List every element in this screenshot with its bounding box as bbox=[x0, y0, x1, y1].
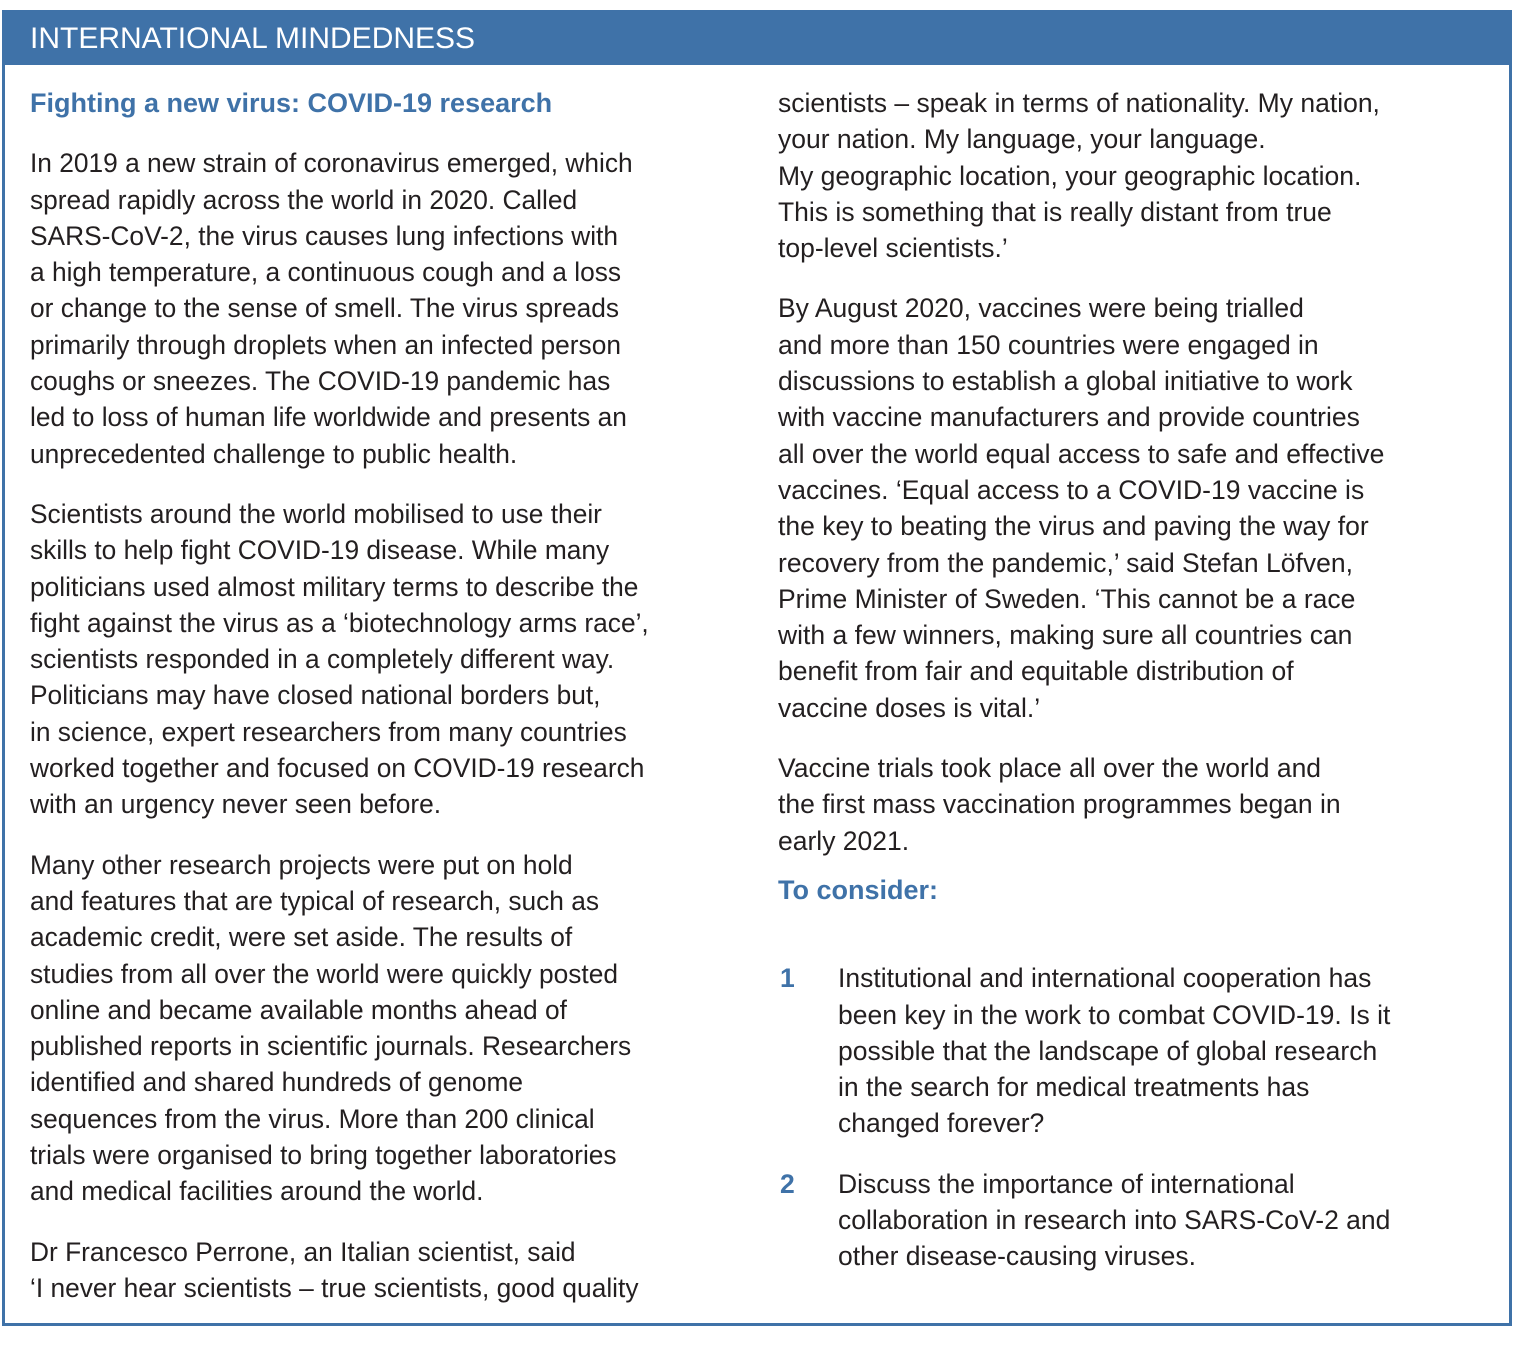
text-line: academic credit, were set aside. The results of bbox=[30, 922, 573, 953]
text-line: SARS-CoV-2, the virus causes lung infections with bbox=[30, 220, 618, 251]
text-line: benefit from fair and equitable distribution of bbox=[778, 656, 1294, 687]
text-line: the key to beating the virus and paving the way for bbox=[778, 511, 1369, 542]
text-line: and more than 150 countries were engaged in bbox=[778, 329, 1319, 360]
article-title: Fighting a new virus: COVID-19 research bbox=[30, 88, 553, 118]
text-line: collaboration in research into SARS-CoV-2 and bbox=[838, 1205, 1391, 1236]
text-line: possible that the landscape of global research bbox=[838, 1035, 1378, 1066]
text-line: Scientists around the world mobilised to use their bbox=[30, 498, 602, 529]
text-line: coughs or sneezes. The COVID-19 pandemic has bbox=[30, 366, 611, 397]
text-line: sequences from the virus. More than 200 clinical bbox=[30, 1103, 595, 1134]
text-line: ‘I never hear scientists – true scientists, good quality bbox=[30, 1272, 639, 1303]
text-line: My geographic location, your geographic location. bbox=[778, 160, 1362, 191]
text-line: your nation. My language, your language. bbox=[778, 124, 1266, 155]
text-line: skills to help fight COVID-19 disease. While many bbox=[30, 535, 610, 566]
right-column bbox=[778, 85, 1488, 1299]
text-line: early 2021. bbox=[778, 825, 910, 856]
text-line: discussions to establish a global initiative to work bbox=[778, 366, 1353, 397]
text-line: in science, expert researchers from many countries bbox=[30, 716, 627, 747]
text-line: In 2019 a new strain of coronavirus emerged, which bbox=[30, 148, 633, 179]
to-consider-heading: To consider: bbox=[778, 874, 939, 905]
item-number: 1 bbox=[780, 963, 795, 994]
text-line: the first mass vaccination programmes began in bbox=[778, 789, 1341, 820]
text-line: a high temperature, a continuous cough and a loss bbox=[30, 257, 622, 288]
text-line: and medical facilities around the world. bbox=[30, 1176, 484, 1207]
text-line: and features that are typical of research, such as bbox=[30, 885, 600, 916]
paragraph bbox=[778, 85, 1488, 266]
text-line: unprecedented challenge to public health. bbox=[30, 438, 518, 469]
text-line: Prime Minister of Sweden. ‘This cannot be a race bbox=[778, 583, 1356, 614]
text-line: online and became available months ahead of bbox=[30, 994, 567, 1025]
text-line: trials were organised to bring together laboratories bbox=[30, 1140, 617, 1171]
text-line: spread rapidly across the world in 2020. Called bbox=[30, 184, 578, 215]
text-line: all over the world equal access to safe and effective bbox=[778, 438, 1385, 469]
text-line: other disease-causing viruses. bbox=[838, 1241, 1196, 1272]
text-line: changed forever? bbox=[838, 1108, 1045, 1139]
text-line: top-level scientists.’ bbox=[778, 233, 1008, 264]
text-line: with an urgency never seen before. bbox=[30, 789, 442, 820]
text-line: Institutional and international cooperation has bbox=[838, 963, 1372, 994]
text-line: in the search for medical treatments has bbox=[838, 1072, 1310, 1103]
text-line: recovery from the pandemic,’ said Stefan Löfven, bbox=[778, 547, 1353, 578]
text-line: scientists responded in a completely different way. bbox=[30, 644, 615, 675]
international-mindedness-box bbox=[2, 10, 1512, 1326]
paragraph bbox=[30, 496, 750, 823]
text-line: Politicians may have closed national borders but, bbox=[30, 680, 601, 711]
text-line: scientists – speak in terms of nationality. My nation, bbox=[778, 88, 1380, 118]
consider-item bbox=[778, 1166, 1488, 1275]
text-line: fight against the virus as a ‘biotechnology arms race’, bbox=[30, 607, 649, 638]
text-line: This is something that is really distant from true bbox=[778, 196, 1332, 227]
text-line: politicians used almost military terms to describe the bbox=[30, 571, 639, 602]
text-line: with a few winners, making sure all countries can bbox=[778, 620, 1353, 651]
text-line: worked together and focused on COVID-19 research bbox=[30, 753, 645, 784]
text-line: identified and shared hundreds of genome bbox=[30, 1067, 524, 1098]
text-line: or change to the sense of smell. The virus spreads bbox=[30, 293, 620, 324]
paragraph bbox=[30, 145, 750, 472]
text-line: Many other research projects were put on hold bbox=[30, 849, 573, 880]
text-line: Vaccine trials took place all over the world and bbox=[778, 753, 1322, 784]
paragraph bbox=[30, 847, 750, 1210]
paragraph bbox=[778, 750, 1488, 859]
text-line: Dr Francesco Perrone, an Italian scientist, said bbox=[30, 1236, 576, 1267]
text-line: vaccines. ‘Equal access to a COVID-19 vaccine is bbox=[778, 474, 1365, 505]
text-line: with vaccine manufacturers and provide countries bbox=[778, 402, 1360, 433]
paragraph bbox=[778, 290, 1488, 726]
text-line: By August 2020, vaccines were being trialled bbox=[778, 293, 1304, 324]
text-line: primarily through droplets when an infected person bbox=[30, 329, 621, 360]
text-line: Discuss the importance of international bbox=[838, 1168, 1295, 1199]
text-line: published reports in scientific journals. Researchers bbox=[30, 1031, 632, 1062]
text-line: been key in the work to combat COVID-19. Is it bbox=[838, 999, 1391, 1030]
item-number: 2 bbox=[780, 1168, 795, 1199]
left-column bbox=[30, 85, 750, 1330]
box-header: INTERNATIONAL MINDEDNESS bbox=[5, 13, 1509, 65]
text-line: studies from all over the world were quickly posted bbox=[30, 958, 618, 989]
text-line: led to loss of human life worldwide and presents an bbox=[30, 402, 627, 433]
consider-item bbox=[778, 960, 1488, 1141]
paragraph bbox=[30, 1234, 750, 1307]
text-line: vaccine doses is vital.’ bbox=[778, 692, 1041, 723]
